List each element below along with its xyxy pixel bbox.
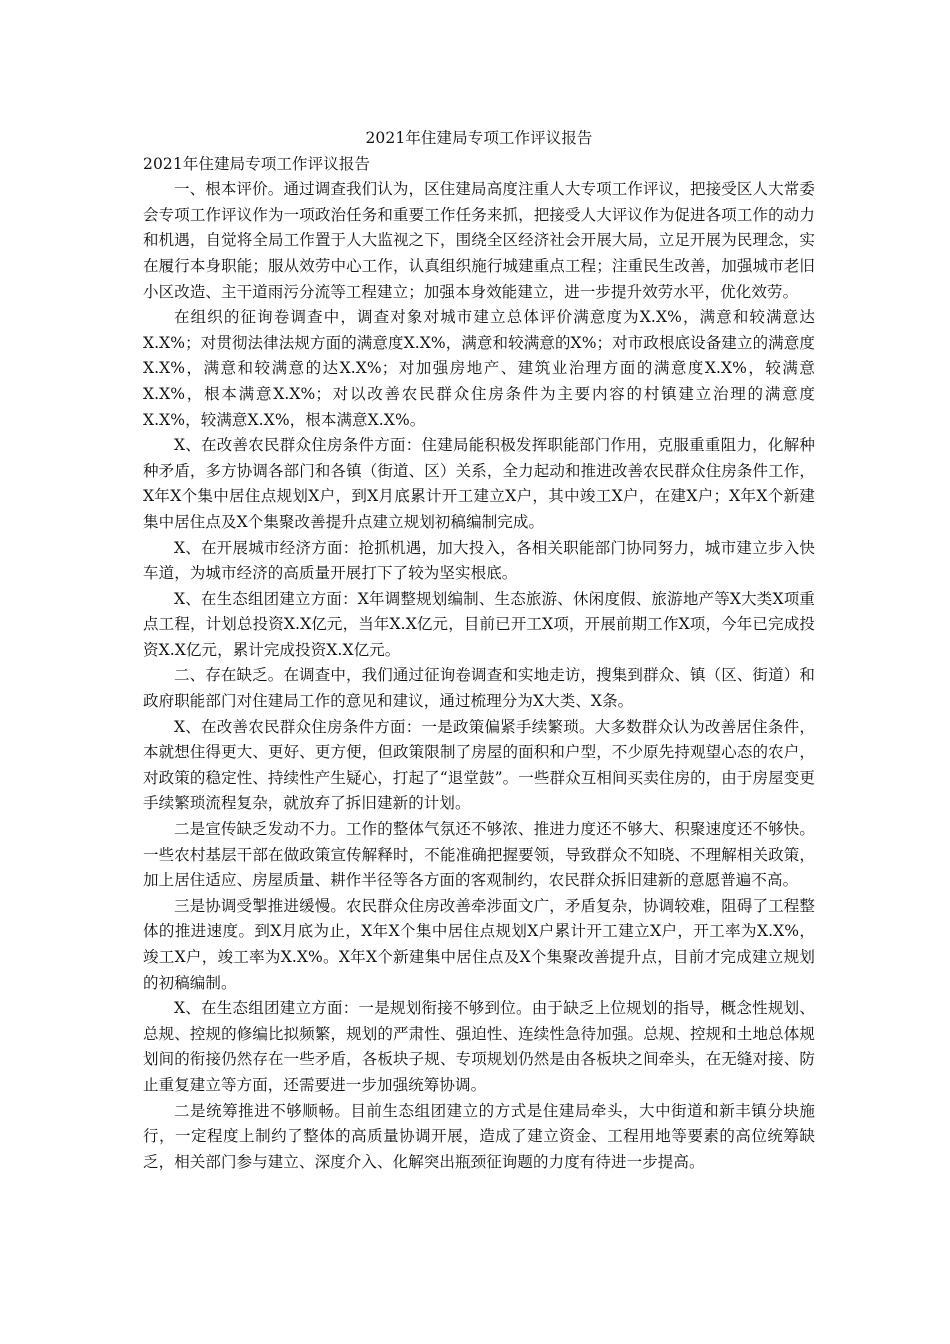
paragraph: 三是协调受掣推进缓慢。农民群众住房改善牵涉面文广，矛盾复杂，协调较难，阻碍了工程整体的推进速度。到X月底为止，X年X个集中居住点规划X户累计开工建立X户，开工率为X.X%，竣工X户，竣工率为X.X%。X年X个新建集中居住点及X个集聚改善提升点，目前才完成建立规划的初稿编制。 — [143, 896, 815, 992]
paragraph: 在组织的征询卷调查中，调查对象对城市建立总体评价满意度为X.X%，满意和较满意达X.X%；对贯彻法律法规方面的满意度X.X%，满意和较满意的X%；对市政根底设备建立的满意度X.X%，满意和较满意的达X.X%；对加强房地产、建筑业治理方面的满意度X.X%，较满意X.X%，根本满意X.X%；对以改善农民群众住房条件为主要内容的村镇建立治理的满意度X.X%，较满意X.X%，根本满意X.X%。 — [143, 308, 815, 429]
paragraph: 二、存在缺乏。在调查中，我们通过征询卷调查和实地走访，搜集到群众、镇（区、街道）和政府职能部门对住建局工作的意见和建议，通过梳理分为X大类、X条。 — [143, 666, 815, 711]
paragraph: X、在生态组团建立方面：X年调整规划编制、生态旅游、休闲度假、旅游地产等X大类X项重点工程，计划总投资X.X亿元，当年X.X亿元，目前已开工X项，开展前期工作X项，今年已完成投资X.X亿元，累计完成投资X.X亿元。 — [143, 589, 815, 659]
paragraph: X、在开展城市经济方面：抢抓机遇，加大投入，各相关职能部门协同努力，城市建立步入快车道，为城市经济的高质量开展打下了较为坚实根底。 — [143, 538, 815, 583]
paragraph: 二是宣传缺乏发动不力。工作的整体气氛还不够浓、推进力度还不够大、积聚速度还不够快。一些农村基层干部在做政策宣传解释时，不能准确把握要领，导致群众不知晓、不理解相关政策，加上居住适应、房屋质量、耕作半径等各方面的客观制约，农民群众拆旧建新的意愿普遍不高。 — [143, 820, 815, 890]
paragraph: X、在生态组团建立方面：一是规划衔接不够到位。由于缺乏上位规划的指导，概念性规划、总规、控规的修编比拟频繁，规划的严肃性、强迫性、连续性急待加强。总规、控规和土地总体规划间的衔接仍然存在一些矛盾，各板块子规、专项规划仍然是由各板块之间牵头，在无缝对接、防止重复建立等方面，还需要进一步加强统筹协调。 — [143, 999, 815, 1094]
document-page — [143, 126, 815, 1175]
paragraph: 一、根本评价。通过调查我们认为，区住建局高度注重人大专项工作评议，把接受区人大常委会专项工作评议作为一项政治任务和重要工作任务来抓，把接受人大评议作为促进各项工作的动力和机遇，自觉将全局工作置于人大监视之下，围绕全区经济社会开展大局，立足开展为民理念，实在履行本身职能；服从效劳中心工作，认真组织施行城建重点工程；注重民生改善，加强城市老旧小区改造、主干道雨污分流等工程建立；加强本身效能建立，进一步提升效劳水平，优化效劳。 — [143, 180, 815, 301]
paragraph: X、在改善农民群众住房条件方面：一是政策偏紧手续繁琐。大多数群众认为改善居住条件，本就想住得更大、更好、更方便，但政策限制了房屋的面积和户型，不少原先持观望心态的农户，对政策的稳定性、持续性产生疑心，打起了“退堂鼓”。一些群众互相间买卖住房的，由于房屋变更手续繁琐流程复杂，就放弃了拆旧建新的计划。 — [143, 717, 815, 813]
paragraph: X、在改善农民群众住房条件方面：住建局能积极发挥职能部门作用，克服重重阻力，化解种种矛盾，多方协调各部门和各镇（街道、区）关系，全力起动和推进改善农民群众住房条件工作，X年X个集中居住点规划X户，到X月底累计开工建立X户，其中竣工X户，在建X户；X年X个新建集中居住点及X个集聚改善提升点建立规划初稿编制完成。 — [143, 436, 815, 531]
document-title: 2021年住建局专项工作评议报告 — [365, 129, 593, 147]
paragraph: 二是统筹推进不够顺畅。目前生态组团建立的方式是住建局牵头，大中街道和新丰镇分块施行，一定程度上制约了整体的高质量协调开展，造成了建立资金、工程用地等要素的高位统筹缺乏，相关部门参与建立、深度介入、化解突出瓶颈征询题的力度有待进一步提高。 — [143, 1101, 815, 1171]
document-subtitle: 2021年住建局专项工作评议报告 — [143, 154, 371, 173]
